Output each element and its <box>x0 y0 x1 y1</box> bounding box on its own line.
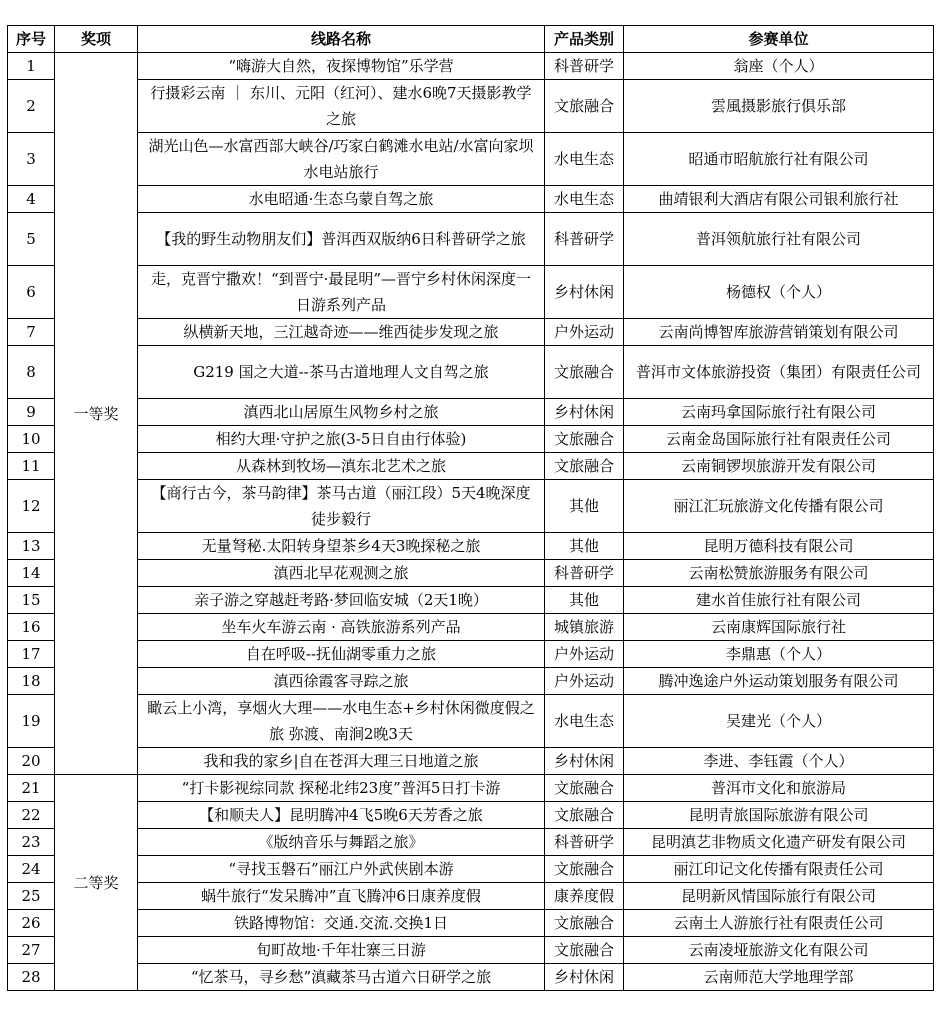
header-no: 序号 <box>8 26 55 53</box>
cell-no: 26 <box>8 910 55 937</box>
cell-route: 铁路博物馆：交通.交流.交换1日 <box>138 910 545 937</box>
cell-unit: 昭通市昭航旅行社有限公司 <box>624 133 934 186</box>
cell-route: 蜗牛旅行“发呆腾冲”直飞腾冲6日康养度假 <box>138 883 545 910</box>
cell-category: 乡村休闲 <box>545 964 624 991</box>
cell-route: G219 国之大道--茶马古道地理人文自驾之旅 <box>138 346 545 399</box>
cell-no: 23 <box>8 829 55 856</box>
cell-category: 文旅融合 <box>545 453 624 480</box>
cell-route: “忆茶马，寻乡愁”滇藏茶马古道六日研学之旅 <box>138 964 545 991</box>
cell-unit: 杨德权（个人） <box>624 266 934 319</box>
cell-category: 水电生态 <box>545 133 624 186</box>
cell-category: 科普研学 <box>545 829 624 856</box>
cell-unit: 云南土人游旅行社有限责任公司 <box>624 910 934 937</box>
table-row <box>8 346 934 399</box>
cell-route: 走，克晋宁撒欢！“到晋宁·最昆明”—晋宁乡村休闲深度一日游系列产品 <box>138 266 545 319</box>
cell-unit: 雲風摄影旅行俱乐部 <box>624 80 934 133</box>
cell-route: “打卡影视综同款 探秘北纬23度”普洱5日打卡游 <box>138 775 545 802</box>
cell-no: 10 <box>8 426 55 453</box>
cell-category: 其他 <box>545 533 624 560</box>
cell-category: 文旅融合 <box>545 80 624 133</box>
cell-route: 纵横新天地，三江越奇迹——维西徒步发现之旅 <box>138 319 545 346</box>
table-row <box>8 213 934 266</box>
cell-category: 科普研学 <box>545 213 624 266</box>
cell-no: 22 <box>8 802 55 829</box>
cell-unit: 普洱市文体旅游投资（集团）有限责任公司 <box>624 346 934 399</box>
cell-unit: 云南金岛国际旅行社有限责任公司 <box>624 426 934 453</box>
cell-route: 滇西北山居原生风物乡村之旅 <box>138 399 545 426</box>
table-row <box>8 319 934 346</box>
table-row <box>8 802 934 829</box>
cell-category: 乡村休闲 <box>545 748 624 775</box>
cell-no: 3 <box>8 133 55 186</box>
awards-table-container <box>7 25 934 991</box>
cell-unit: 云南尚博智库旅游营销策划有限公司 <box>624 319 934 346</box>
cell-unit: 普洱市文化和旅游局 <box>624 775 934 802</box>
cell-category: 水电生态 <box>545 186 624 213</box>
table-row <box>8 695 934 748</box>
cell-unit: 建水首佳旅行社有限公司 <box>624 587 934 614</box>
cell-no: 27 <box>8 937 55 964</box>
cell-route: 滇西徐霞客寻踪之旅 <box>138 668 545 695</box>
cell-no: 16 <box>8 614 55 641</box>
cell-no: 2 <box>8 80 55 133</box>
table-row <box>8 614 934 641</box>
cell-category: 户外运动 <box>545 668 624 695</box>
cell-no: 5 <box>8 213 55 266</box>
cell-category: 乡村休闲 <box>545 399 624 426</box>
table-row <box>8 266 934 319</box>
cell-no: 6 <box>8 266 55 319</box>
cell-unit: 云南松赞旅游服务有限公司 <box>624 560 934 587</box>
cell-unit: 昆明滇艺非物质文化遗产研发有限公司 <box>624 829 934 856</box>
cell-no: 24 <box>8 856 55 883</box>
cell-no: 14 <box>8 560 55 587</box>
cell-unit: 云南玛拿国际旅行社有限公司 <box>624 399 934 426</box>
cell-award: 二等奖 <box>55 775 138 991</box>
cell-unit: 李进、李钰霞（个人） <box>624 748 934 775</box>
cell-no: 4 <box>8 186 55 213</box>
cell-category: 科普研学 <box>545 53 624 80</box>
cell-no: 7 <box>8 319 55 346</box>
table-row <box>8 910 934 937</box>
cell-route: 【我的野生动物朋友们】普洱西双版纳6日科普研学之旅 <box>138 213 545 266</box>
table-row <box>8 883 934 910</box>
cell-unit: 普洱领航旅行社有限公司 <box>624 213 934 266</box>
cell-no: 20 <box>8 748 55 775</box>
cell-no: 9 <box>8 399 55 426</box>
cell-unit: 昆明青旅国际旅游有限公司 <box>624 802 934 829</box>
cell-route: 《版纳音乐与舞蹈之旅》 <box>138 829 545 856</box>
cell-route: 无量弩秘.太阳转身望茶乡4天3晚探秘之旅 <box>138 533 545 560</box>
cell-unit: 昆明新风情国际旅行有限公司 <box>624 883 934 910</box>
cell-category: 文旅融合 <box>545 802 624 829</box>
cell-route: “嗨游大自然，夜探博物馆”乐学营 <box>138 53 545 80</box>
table-row <box>8 426 934 453</box>
cell-no: 8 <box>8 346 55 399</box>
table-row <box>8 856 934 883</box>
table-row <box>8 775 934 802</box>
cell-route: 旬町故地·千年壮寨三日游 <box>138 937 545 964</box>
table-row <box>8 399 934 426</box>
cell-category: 科普研学 <box>545 560 624 587</box>
cell-unit: 曲靖银利大酒店有限公司银利旅行社 <box>624 186 934 213</box>
header-award: 奖项 <box>55 26 138 53</box>
cell-route: 【商行古今，茶马韵律】茶马古道（丽江段）5天4晚深度徒步毅行 <box>138 480 545 533</box>
cell-category: 康养度假 <box>545 883 624 910</box>
cell-category: 文旅融合 <box>545 426 624 453</box>
table-row <box>8 80 934 133</box>
cell-unit: 云南师范大学地理学部 <box>624 964 934 991</box>
cell-route: 亲子游之穿越赶考路·梦回临安城（2天1晚） <box>138 587 545 614</box>
cell-no: 15 <box>8 587 55 614</box>
cell-no: 1 <box>8 53 55 80</box>
cell-route: 相约大理·守护之旅(3-5日自由行体验) <box>138 426 545 453</box>
table-row <box>8 748 934 775</box>
cell-category: 文旅融合 <box>545 775 624 802</box>
table-row <box>8 829 934 856</box>
cell-route: 自在呼吸--抚仙湖零重力之旅 <box>138 641 545 668</box>
cell-route: 我和我的家乡|自在苍洱大理三日地道之旅 <box>138 748 545 775</box>
table-row <box>8 480 934 533</box>
table-row <box>8 937 934 964</box>
cell-unit: 云南凌垭旅游文化有限公司 <box>624 937 934 964</box>
cell-route: 滇西北早花观测之旅 <box>138 560 545 587</box>
cell-category: 水电生态 <box>545 695 624 748</box>
cell-category: 文旅融合 <box>545 856 624 883</box>
cell-route: 湖光山色—水富西部大峡谷/巧家白鹤滩水电站/水富向家坝水电站旅行 <box>138 133 545 186</box>
cell-route: 从森林到牧场—滇东北艺术之旅 <box>138 453 545 480</box>
cell-category: 乡村休闲 <box>545 266 624 319</box>
cell-category: 户外运动 <box>545 319 624 346</box>
cell-unit: 吴建光（个人） <box>624 695 934 748</box>
cell-no: 25 <box>8 883 55 910</box>
table-row <box>8 453 934 480</box>
cell-category: 户外运动 <box>545 641 624 668</box>
cell-no: 11 <box>8 453 55 480</box>
cell-route: 瞰云上小湾，享烟火大理——水电生态+乡村休闲微度假之旅 弥渡、南涧2晚3天 <box>138 695 545 748</box>
table-row <box>8 964 934 991</box>
cell-no: 18 <box>8 668 55 695</box>
cell-no: 28 <box>8 964 55 991</box>
cell-unit: 腾冲逸途户外运动策划服务有限公司 <box>624 668 934 695</box>
table-row <box>8 53 934 80</box>
cell-route: “寻找玉磐石”丽江户外武侠剧本游 <box>138 856 545 883</box>
table-row <box>8 668 934 695</box>
cell-unit: 昆明万德科技有限公司 <box>624 533 934 560</box>
cell-route: 行摄彩云南 ｜ 东川、元阳（红河）、建水6晚7天摄影教学之旅 <box>138 80 545 133</box>
cell-category: 其他 <box>545 587 624 614</box>
cell-unit: 云南铜锣坝旅游开发有限公司 <box>624 453 934 480</box>
header-route: 线路名称 <box>138 26 545 53</box>
table-row <box>8 560 934 587</box>
table-row <box>8 587 934 614</box>
table-row <box>8 641 934 668</box>
awards-table <box>7 25 934 991</box>
table-row <box>8 133 934 186</box>
header-unit: 参赛单位 <box>624 26 934 53</box>
cell-no: 19 <box>8 695 55 748</box>
cell-route: 水电昭通·生态乌蒙自驾之旅 <box>138 186 545 213</box>
table-row <box>8 533 934 560</box>
cell-unit: 云南康辉国际旅行社 <box>624 614 934 641</box>
cell-route: 坐车火车游云南 · 高铁旅游系列产品 <box>138 614 545 641</box>
cell-category: 文旅融合 <box>545 910 624 937</box>
cell-unit: 丽江汇玩旅游文化传播有限公司 <box>624 480 934 533</box>
cell-category: 其他 <box>545 480 624 533</box>
cell-no: 17 <box>8 641 55 668</box>
cell-unit: 丽江印记文化传播有限责任公司 <box>624 856 934 883</box>
cell-award: 一等奖 <box>55 53 138 775</box>
cell-no: 12 <box>8 480 55 533</box>
cell-route: 【和顺夫人】昆明腾冲4飞5晚6天芳香之旅 <box>138 802 545 829</box>
table-row <box>8 186 934 213</box>
cell-category: 文旅融合 <box>545 937 624 964</box>
cell-no: 21 <box>8 775 55 802</box>
table-body <box>8 53 934 991</box>
cell-category: 城镇旅游 <box>545 614 624 641</box>
header-category: 产品类别 <box>545 26 624 53</box>
header-row <box>8 26 934 53</box>
cell-category: 文旅融合 <box>545 346 624 399</box>
cell-unit: 李鼎惠（个人） <box>624 641 934 668</box>
cell-no: 13 <box>8 533 55 560</box>
cell-unit: 翁座（个人） <box>624 53 934 80</box>
